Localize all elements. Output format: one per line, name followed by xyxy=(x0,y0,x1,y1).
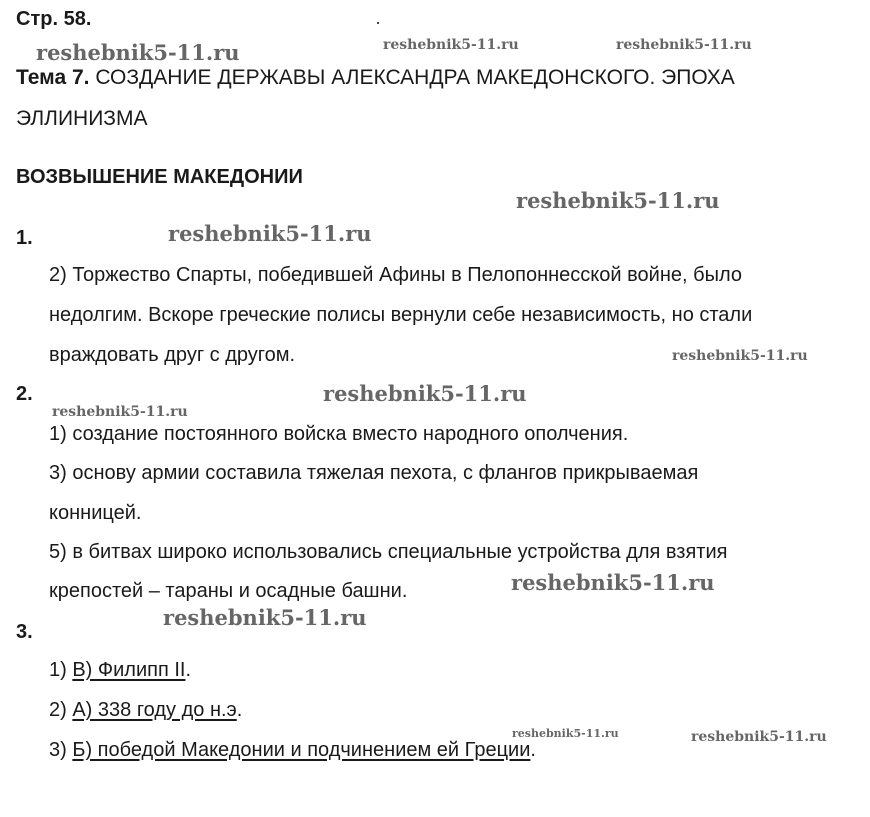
answer-choice: Б) победой Македонии и подчинением ей Греции xyxy=(72,739,531,761)
watermark: reshebnik5-11.ru xyxy=(52,404,188,420)
topic-title-line2: ЭЛЛИНИЗМА xyxy=(16,107,148,130)
watermark: reshebnik5-11.ru xyxy=(616,37,752,53)
topic-prefix: Тема 7. xyxy=(16,66,90,89)
answer-line: 3) основу армии составила тяжелая пехота, с флангов прикрываемая xyxy=(49,462,699,484)
watermark: reshebnik5-11.ru xyxy=(672,348,808,364)
watermark: reshebnik5-11.ru xyxy=(323,381,527,406)
topic-title: СОЗДАНИЕ ДЕРЖАВЫ АЛЕКСАНДРА МАКЕДОНСКОГО. ЭПОХА xyxy=(95,66,735,89)
watermark: reshebnik5-11.ru xyxy=(511,570,715,595)
answer-prefix: 2) xyxy=(49,699,73,721)
answer-line: 1) создание постоянного войска вместо народного ополчения. xyxy=(49,423,629,445)
answer-item xyxy=(49,699,242,722)
answer-line: враждовать друг с другом. xyxy=(49,344,296,366)
answer-choice: В) Филипп II xyxy=(72,659,186,681)
question-number: 2. xyxy=(16,383,33,405)
answer-item xyxy=(49,739,536,762)
watermark: reshebnik5-11.ru xyxy=(168,221,372,246)
watermark: reshebnik5-11.ru xyxy=(163,605,367,630)
answer-suffix: . xyxy=(185,659,192,681)
watermark: reshebnik5-11.ru xyxy=(36,40,240,65)
answer-prefix: 1) xyxy=(49,659,73,681)
page-label: Стр. 58. xyxy=(16,8,92,30)
answer-line: крепостей – тараны и осадные башни. xyxy=(49,580,408,602)
question-number: 3. xyxy=(16,621,33,643)
question-number: 1. xyxy=(16,227,33,249)
section-heading: ВОЗВЫШЕНИЕ МАКЕДОНИИ xyxy=(16,166,303,188)
answer-line: конницей. xyxy=(49,502,142,524)
answer-suffix: . xyxy=(236,699,243,721)
answer-line: 5) в битвах широко использовались специальные устройства для взятия xyxy=(49,541,728,563)
answer-prefix: 3) xyxy=(49,739,73,761)
watermark: reshebnik5-11.ru xyxy=(516,188,720,213)
answer-line: 2) Торжество Спарты, победившей Афины в Пелопоннесской войне, было xyxy=(49,264,742,286)
watermark: reshebnik5-11.ru xyxy=(383,37,519,53)
answer-line: недолгим. Вскоре греческие полисы вернули себе независимость, но стали xyxy=(49,304,753,326)
answer-choice: А) 338 году до н.э xyxy=(72,699,237,721)
watermark: reshebnik5-11.ru xyxy=(691,729,827,745)
topic-title-line1 xyxy=(16,66,735,90)
answer-item xyxy=(49,659,191,682)
stray-dot xyxy=(377,22,379,24)
watermark: reshebnik5-11.ru xyxy=(512,727,619,740)
answer-suffix: . xyxy=(530,739,536,761)
